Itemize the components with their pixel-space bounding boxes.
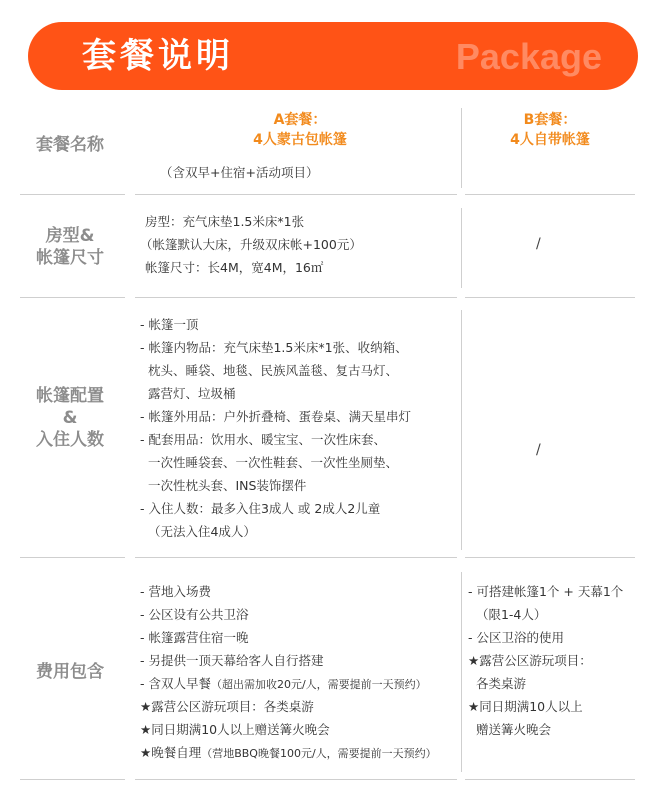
fee-dinner-main: ★晚餐自理 [140, 745, 202, 760]
fee-b-line: - 可搭建帐篷1个 + 天幕1个 [468, 584, 624, 599]
fee-star-line: ★露营公区游玩项目：各类桌游 [140, 699, 314, 714]
config-line: - 帐篷外用品：户外折叠椅、蛋卷桌、满天星串灯 [140, 409, 411, 424]
row-divider [135, 779, 457, 780]
config-line: 露营灯、垃圾桶 [140, 386, 236, 401]
room-detail-line: 房型：充气床垫1.5米床*1张 [145, 214, 305, 229]
fee-dinner-note: （营地BBQ晚餐100元/人，需要提前一天预约） [201, 747, 437, 760]
fee-b-line: ★露营公区游玩项目： [468, 653, 592, 668]
config-line: 一次性枕头套、INS装饰摆件 [140, 478, 307, 493]
fee-line: - 营地入场费 [140, 584, 211, 599]
config-label-line2: & [62, 408, 78, 428]
config-line: - 配套用品：饮用水、暖宝宝、一次性床套、 [140, 432, 386, 447]
row-divider [465, 194, 635, 195]
column-divider [461, 208, 462, 288]
room-label-line2: 帐篷尺寸 [36, 248, 104, 268]
config-line: 枕头、睡袋、地毯、民族风盖毯、复古马灯、 [140, 363, 398, 378]
fee-breakfast-line [140, 672, 427, 696]
fee-breakfast-note: （超出需加收20元/人，需要提前一天预约） [210, 678, 427, 691]
package-b-title-line2: 4人自带帐篷 [510, 132, 590, 148]
fee-breakfast-main: - 含双人早餐 [140, 676, 211, 691]
row-divider [465, 297, 635, 298]
room-label-line1: 房型& [45, 226, 95, 246]
fee-dinner-line [140, 741, 437, 765]
row-label-package-name: 套餐名称 [36, 135, 104, 155]
row-divider [135, 297, 457, 298]
fee-line: - 公区设有公共卫浴 [140, 607, 249, 622]
room-detail-line: （帐篷默认大床，升级双床帐+100元） [140, 237, 362, 252]
fee-line: - 另提供一顶天幕给客人自行搭建 [140, 653, 324, 668]
fee-b-line: - 公区卫浴的使用 [468, 630, 564, 645]
banner-title: 套餐说明 [82, 36, 234, 76]
row-label-fee-included: 费用包含 [36, 662, 104, 682]
package-a-note: （含双早+住宿+活动项目） [160, 165, 319, 180]
column-divider [461, 572, 462, 772]
row-divider [20, 779, 125, 780]
package-a-title-line2: 4人蒙古包帐篷 [253, 132, 347, 148]
config-label-line1: 帐篷配置 [36, 386, 104, 406]
package-b-config-value: / [536, 442, 541, 458]
config-line: （无法入住4成人） [140, 524, 256, 539]
package-b-title-line1: B套餐： [523, 112, 577, 128]
package-b-room-value: / [536, 236, 541, 252]
fee-b-line: （限1-4人） [468, 607, 547, 622]
row-divider [135, 194, 457, 195]
fee-line: - 帐篷露营住宿一晚 [140, 630, 249, 645]
row-divider [20, 297, 125, 298]
config-line: - 入住人数：最多入住3成人 或 2成人2儿童 [140, 501, 381, 516]
fee-b-line: ★同日期满10人以上 [468, 699, 583, 714]
banner-english-title: Package [455, 36, 602, 77]
row-label-tent-config [20, 385, 120, 451]
package-a-title-line1: A套餐： [273, 112, 327, 128]
fee-b-line: 赠送篝火晚会 [468, 722, 551, 737]
title-banner [28, 22, 638, 90]
row-divider [20, 194, 125, 195]
row-divider [465, 557, 635, 558]
config-label-line3: 入住人数 [36, 430, 104, 450]
column-divider [461, 108, 462, 188]
package-a-title [150, 110, 450, 150]
fee-star-line: ★同日期满10人以上赠送篝火晚会 [140, 722, 330, 737]
column-divider [461, 310, 462, 550]
row-divider [135, 557, 457, 558]
config-line: 一次性睡袋套、一次性鞋套、一次性坐厕垫、 [140, 455, 398, 470]
config-line: - 帐篷一顶 [140, 317, 199, 332]
row-divider [465, 779, 635, 780]
config-line: - 帐篷内物品：充气床垫1.5米床*1张、收纳箱、 [140, 340, 408, 355]
row-divider [20, 557, 125, 558]
package-b-title [465, 110, 635, 150]
room-detail-line: 帐篷尺寸：长4M，宽4M，16㎡ [145, 260, 324, 275]
fee-b-line: 各类桌游 [468, 676, 526, 691]
row-label-room-type [20, 225, 120, 269]
